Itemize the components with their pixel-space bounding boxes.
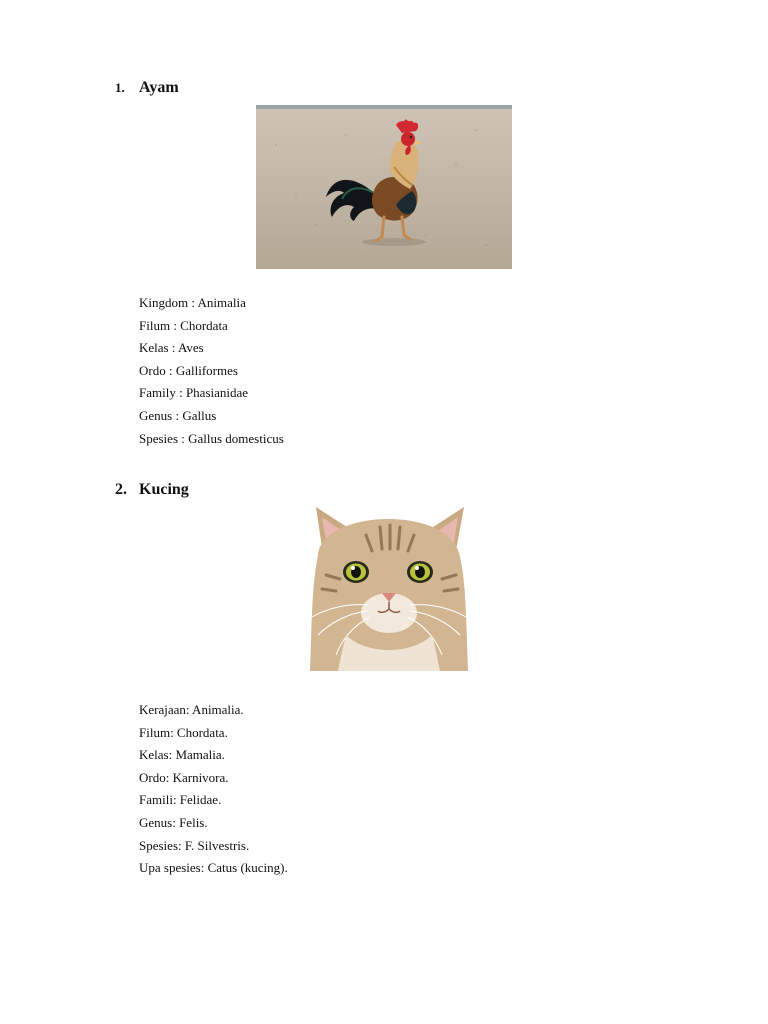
taxonomy-line: Ordo : Galliformes bbox=[139, 362, 238, 378]
section-heading-kucing bbox=[115, 480, 189, 500]
section-number: 1. bbox=[115, 80, 125, 95]
section-heading-ayam bbox=[115, 78, 179, 98]
taxonomy-line: Kelas : Aves bbox=[139, 340, 204, 356]
section-number: 2. bbox=[115, 481, 127, 498]
taxonomy-line: Famili: Felidae. bbox=[139, 792, 222, 808]
taxonomy-line: Spesies : Gallus domesticus bbox=[139, 430, 284, 446]
taxonomy-line: Kelas: Mamalia. bbox=[139, 747, 225, 763]
taxonomy-line: Kerajaan: Animalia. bbox=[139, 702, 244, 717]
taxonomy-line: Filum : Chordata bbox=[139, 317, 228, 333]
section-title: Kucing bbox=[139, 481, 189, 498]
rooster-photo bbox=[256, 105, 512, 269]
taxonomy-list-kucing bbox=[139, 699, 288, 880]
taxonomy-line: Filum: Chordata. bbox=[139, 724, 228, 740]
taxonomy-line: Ordo: Karnivora. bbox=[139, 769, 229, 785]
taxonomy-list-ayam bbox=[139, 292, 284, 450]
taxonomy-line: Kingdom : Animalia bbox=[139, 295, 246, 310]
cat-photo bbox=[306, 505, 470, 671]
taxonomy-line: Spesies: F. Silvestris. bbox=[139, 837, 250, 853]
section-title: Ayam bbox=[139, 79, 179, 96]
taxonomy-line: Genus : Gallus bbox=[139, 407, 217, 423]
taxonomy-line: Family : Phasianidae bbox=[139, 385, 249, 401]
taxonomy-line: Upa spesies: Catus (kucing). bbox=[139, 860, 288, 876]
taxonomy-line: Genus: Felis. bbox=[139, 814, 208, 830]
